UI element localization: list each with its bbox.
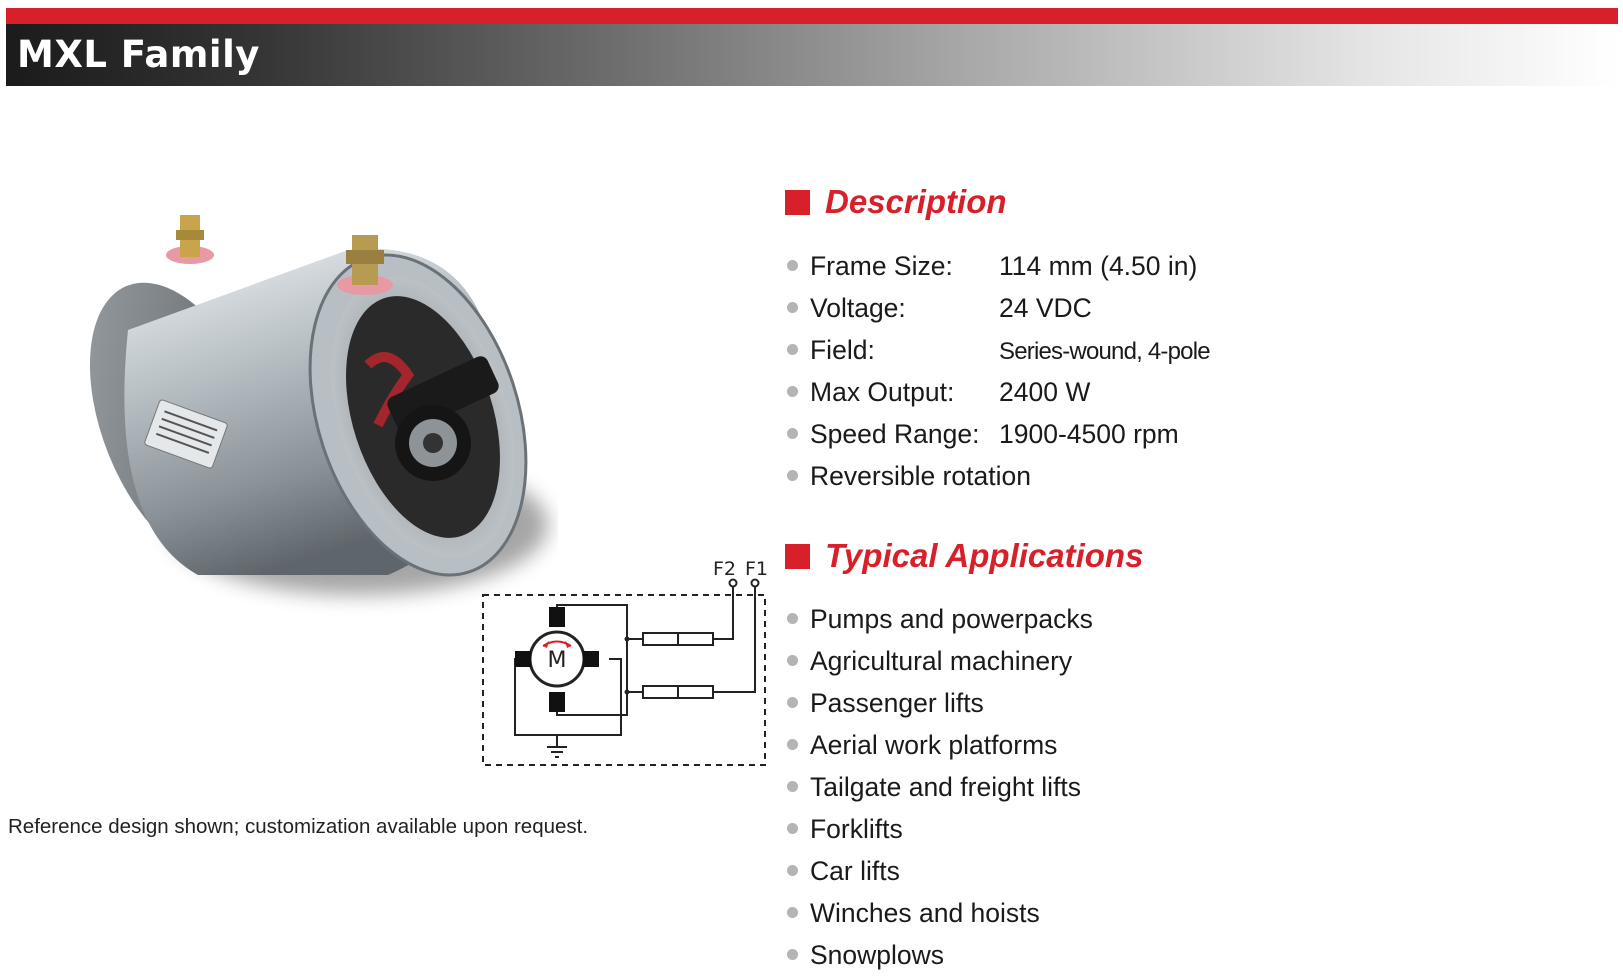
applications-heading bbox=[785, 537, 1143, 575]
heading-square-icon bbox=[785, 190, 810, 215]
spec-item-frame-size: Frame Size: 114 mm (4.50 in) bbox=[785, 245, 1210, 287]
heading-square-icon bbox=[785, 544, 810, 569]
list-item: Forklifts bbox=[785, 808, 1093, 850]
list-item: Snowplows bbox=[785, 934, 1093, 976]
spec-item-field: Field: Series-wound, 4-pole bbox=[785, 329, 1210, 371]
spec-item-speed-range: Speed Range: 1900-4500 rpm bbox=[785, 413, 1210, 455]
list-item: Car lifts bbox=[785, 850, 1093, 892]
page-title: MXL Family bbox=[17, 33, 260, 76]
list-item: Aerial work platforms bbox=[785, 724, 1093, 766]
footnote: Reference design shown; customization available upon request. bbox=[8, 815, 589, 838]
list-item: Pumps and powerpacks bbox=[785, 598, 1093, 640]
description-heading-label: Description bbox=[825, 183, 1007, 220]
terminal-f2-label: F2 bbox=[713, 558, 737, 580]
list-item: Tailgate and freight lifts bbox=[785, 766, 1093, 808]
applications-list bbox=[785, 598, 1093, 976]
spec-item-max-output: Max Output: 2400 W bbox=[785, 371, 1210, 413]
spec-item-reversible: Reversible rotation bbox=[785, 455, 1210, 497]
header-accent-stripe bbox=[6, 8, 1618, 24]
applications-heading-label: Typical Applications bbox=[825, 537, 1144, 574]
wiring-schematic bbox=[475, 555, 775, 780]
spec-list bbox=[785, 245, 1210, 497]
list-item: Winches and hoists bbox=[785, 892, 1093, 934]
list-item: Agricultural machinery bbox=[785, 640, 1093, 682]
list-item: Passenger lifts bbox=[785, 682, 1093, 724]
motor-symbol-label: M bbox=[547, 648, 567, 673]
terminal-f1-label: F1 bbox=[745, 558, 769, 580]
description-heading bbox=[785, 183, 1007, 221]
spec-item-voltage: Voltage: 24 VDC bbox=[785, 287, 1210, 329]
title-bar bbox=[6, 24, 1618, 86]
